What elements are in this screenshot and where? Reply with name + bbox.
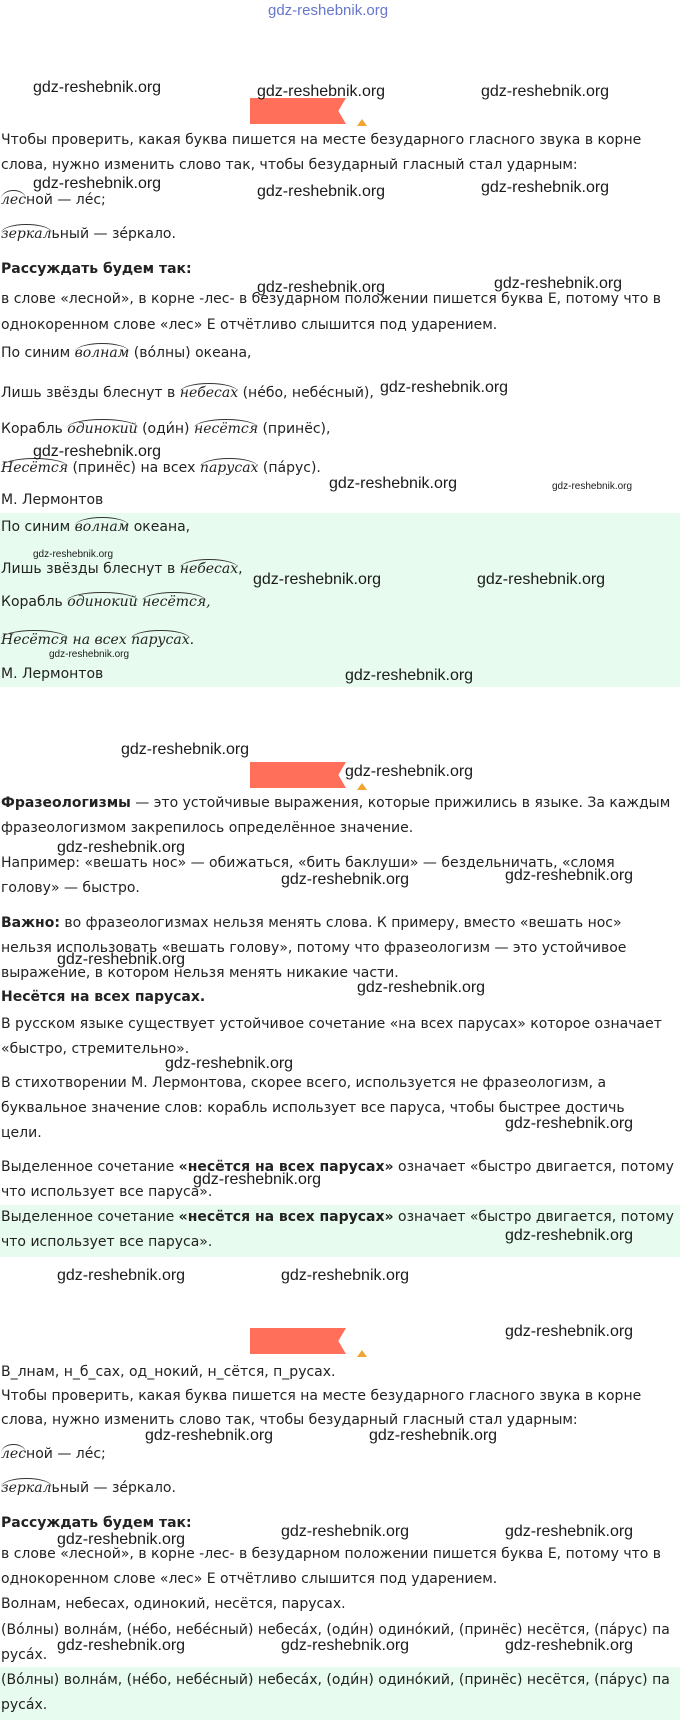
paragraph-line: В русском языке существует устойчивое сочетание «на всех парусах» которое означает — [1, 1016, 662, 1032]
root-mark: зеркал — [1, 1480, 52, 1496]
watermark: gdz-reshebnik.org — [281, 1637, 410, 1654]
watermark: gdz-reshebnik.org — [33, 443, 162, 460]
rule-line: слова, нужно изменить слово так, чтобы безударный гласный стал ударным: — [1, 1412, 578, 1428]
watermark: gdz-reshebnik.org — [57, 1267, 186, 1284]
watermark: gdz-reshebnik.org — [505, 1115, 634, 1132]
root-mark: Несётся — [1, 460, 69, 476]
reason-line: в слове «лесной», в корне -лес- в безударном положении пишется буква Е, потому что в — [1, 1546, 662, 1562]
watermark: gdz-reshebnik.org — [57, 1531, 186, 1548]
top-watermark[interactable]: gdz-reshebnik.org — [268, 2, 389, 19]
ribbon-marker — [357, 119, 367, 126]
watermark: gdz-reshebnik.org — [357, 979, 486, 996]
paragraph-line: Фразеологизмы — это устойчивые выражения, которые прижились в языке. За каждым — [1, 795, 671, 811]
root-mark: несётся — [193, 421, 258, 437]
watermark: gdz-reshebnik.org — [145, 1427, 274, 1444]
watermark: gdz-reshebnik.org — [505, 1323, 634, 1340]
root-mark: одинокий — [67, 421, 138, 437]
answer-line: что использует все паруса». — [1, 1234, 213, 1250]
poem-line: Лишь звёзды блеснут в небесах, — [1, 561, 243, 577]
answer-line: (Во́лны) волна́м, (не́бо, небе́сный) небеса́х, (оди́н) одино́кий, (принёс) несётся, (па́рус) па — [1, 1672, 670, 1688]
watermark: gdz-reshebnik.org — [281, 871, 410, 888]
watermark: gdz-reshebnik.org — [505, 867, 634, 884]
task-line: В_лнам, н_б_сах, од_нокий, н_сётся, п_русах. — [1, 1364, 336, 1380]
root-mark: лес — [1, 192, 27, 208]
watermark: gdz-reshebnik.org — [33, 175, 162, 192]
watermark: gdz-reshebnik.org — [329, 475, 458, 492]
reason-title: Рассуждать будем так: — [1, 261, 192, 277]
paragraph-line: выражение, в котором нельзя менять никакие части. — [1, 965, 399, 981]
answer-line: Выделенное сочетание «несётся на всех парусах» означает «быстро двигается, потому — [1, 1209, 674, 1225]
watermark: gdz-reshebnik.org — [380, 379, 509, 396]
root-mark: несётся — [142, 594, 207, 610]
root-mark: лес — [1, 1446, 27, 1462]
root-mark: Несётся — [1, 632, 69, 648]
watermark: gdz-reshebnik.org — [505, 1523, 634, 1540]
subheading: Несётся на всех парусах. — [1, 989, 206, 1005]
paragraph-line: буквальное значение слов: корабль использует все паруса, чтобы быстрее достичь — [1, 1100, 625, 1116]
words-line: Волнам, небесах, одинокий, несётся, парусах. — [1, 1596, 346, 1612]
answer-line: руса́х. — [1, 1697, 48, 1713]
poem-line: Несётся (принёс) на всех парусах (па́рус). — [1, 460, 321, 476]
watermark: gdz-reshebnik.org — [477, 571, 606, 588]
watermark: gdz-reshebnik.org — [345, 667, 474, 684]
watermark: gdz-reshebnik.org — [257, 83, 386, 100]
section-ribbon — [250, 1328, 346, 1354]
root-mark: небесах — [179, 561, 239, 577]
answer-line: (Во́лны) волна́м, (не́бо, небе́сный) небеса́х, (оди́н) одино́кий, (принёс) несётся, (па́рус) па — [1, 1622, 670, 1638]
watermark: gdz-reshebnik.org — [257, 279, 386, 296]
watermark: gdz-reshebnik.org — [481, 83, 610, 100]
paragraph-line: Важно: во фразеологизмах нельзя менять слова. К примеру, вместо «вешать нос» — [1, 915, 622, 931]
poem-author: М. Лермонтов — [1, 492, 104, 508]
reason-line: однокоренном слове «лес» Е отчётливо слышится под ударением. — [1, 1571, 498, 1587]
watermark: gdz-reshebnik.org — [253, 571, 382, 588]
poem-line: Корабль одинокий (оди́н) несётся (принёс), — [1, 421, 331, 437]
watermark: gdz-reshebnik.org — [57, 1637, 186, 1654]
watermark: gdz-reshebnik.org — [345, 763, 474, 780]
example-word: лесной — ле́с; — [1, 1446, 106, 1462]
poem-line: По синим волнам (во́лны) океана, — [1, 345, 252, 361]
root-mark: волнам — [74, 345, 130, 361]
poem-line: Корабль одинокий несётся, — [1, 594, 211, 610]
watermark: gdz-reshebnik.org — [281, 1267, 410, 1284]
watermark: gdz-reshebnik.org — [165, 1055, 294, 1072]
watermark: gdz-reshebnik.org — [257, 183, 386, 200]
watermark: gdz-reshebnik.org — [494, 275, 623, 292]
paragraph-line: В стихотворении М. Лермонтова, скорее всего, используется не фразеологизм, а — [1, 1075, 607, 1091]
section-ribbon — [250, 762, 346, 788]
reason-line: в слове «лесной», в корне -лес- в безударном положении пишется буква Е, потому что в — [1, 291, 662, 307]
paragraph-line: нельзя использовать «вешать голову», потому что фразеологизм — это устойчивое — [1, 940, 627, 956]
paragraph-line: Например: «вешать нос» — обижаться, «бить баклуши» — бездельничать, «сломя — [1, 855, 615, 871]
ribbon-marker — [357, 1350, 367, 1357]
paragraph-line: фразеологизмом закрепилось определённое значение. — [1, 820, 414, 836]
paragraph-line: цели. — [1, 1125, 42, 1141]
example-word: лесной — ле́с; — [1, 192, 106, 208]
rule-line: Чтобы проверить, какая буква пишется на месте безударного гласного звука в корне — [1, 132, 642, 148]
reason-line: однокоренном слове «лес» Е отчётливо слышится под ударением. — [1, 317, 498, 333]
watermark: gdz-reshebnik.org — [121, 741, 250, 758]
example-word: зеркальный — зе́ркало. — [1, 226, 176, 242]
watermark: gdz-reshebnik.org — [49, 649, 130, 660]
watermark: gdz-reshebnik.org — [369, 1427, 498, 1444]
watermark: gdz-reshebnik.org — [33, 79, 162, 96]
poem-author: М. Лермонтов — [1, 666, 104, 682]
watermark: gdz-reshebnik.org — [57, 839, 186, 856]
root-mark: парусах — [131, 632, 190, 648]
root-mark: волнам — [74, 519, 130, 535]
reason-title: Рассуждать будем так: — [1, 1515, 192, 1531]
paragraph-line: Выделенное сочетание «несётся на всех парусах» означает «быстро двигается, потому — [1, 1159, 674, 1175]
ribbon-marker — [357, 783, 367, 790]
paragraph-line: что использует все паруса». — [1, 1184, 213, 1200]
root-mark: зеркал — [1, 226, 52, 242]
watermark: gdz-reshebnik.org — [193, 1171, 322, 1188]
watermark: gdz-reshebnik.org — [505, 1227, 634, 1244]
paragraph-line: голову» — быстро. — [1, 880, 140, 896]
watermark: gdz-reshebnik.org — [481, 179, 610, 196]
example-word: зеркальный — зе́ркало. — [1, 1480, 176, 1496]
paragraph-line: «быстро, стремительно». — [1, 1041, 190, 1057]
rule-line: слова, нужно изменить слово так, чтобы безударный гласный стал ударным: — [1, 157, 578, 173]
root-mark: парусах — [199, 460, 259, 476]
watermark: gdz-reshebnik.org — [281, 1523, 410, 1540]
poem-line: По синим волнам океана, — [1, 519, 191, 535]
root-mark: небесах — [179, 385, 239, 401]
watermark: gdz-reshebnik.org — [57, 951, 186, 968]
poem-line: Несётся на всех парусах. — [1, 632, 195, 648]
poem-line: Лишь звёзды блеснут в небесах (не́бо, небе́сный), — [1, 385, 374, 401]
watermark: gdz-reshebnik.org — [33, 549, 114, 560]
watermark: gdz-reshebnik.org — [505, 1637, 634, 1654]
answer-line: руса́х. — [1, 1647, 48, 1663]
root-mark: одинокий — [67, 594, 138, 610]
section-ribbon — [250, 98, 346, 124]
rule-line: Чтобы проверить, какая буква пишется на месте безударного гласного звука в корне — [1, 1388, 642, 1404]
watermark: gdz-reshebnik.org — [552, 481, 633, 492]
